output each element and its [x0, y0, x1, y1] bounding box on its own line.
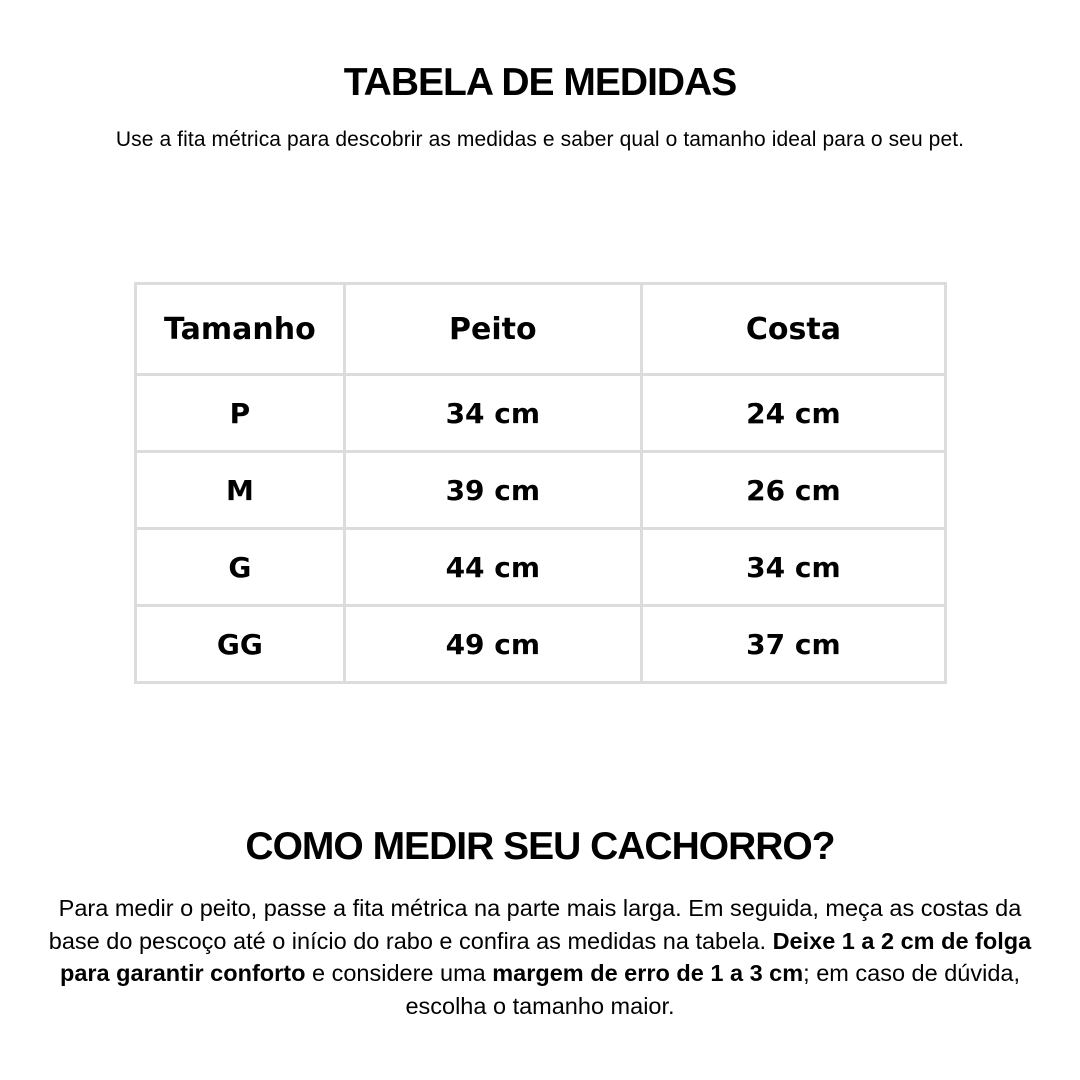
table-header-row [136, 284, 946, 375]
cell-chest: 49 cm [344, 606, 641, 683]
instructions-bold-comfort: Deixe 1 a 2 cm de folga para garantir conforto [59, 927, 1032, 986]
column-header-chest: Peito [344, 284, 641, 375]
column-header-back: Costa [641, 284, 945, 375]
cell-back: 34 cm [641, 529, 945, 606]
page-title: TABELA DE MEDIDAS [343, 61, 737, 104]
cell-size: GG [136, 606, 345, 683]
instructions-text: e considere uma [305, 960, 493, 986]
table-row [136, 606, 946, 683]
cell-back: 37 cm [641, 606, 945, 683]
cell-chest: 39 cm [344, 452, 641, 529]
size-table [134, 282, 947, 684]
cell-back: 24 cm [641, 375, 945, 452]
cell-chest: 44 cm [344, 529, 641, 606]
cell-size: P [136, 375, 345, 452]
cell-size: M [136, 452, 345, 529]
cell-back: 26 cm [641, 452, 945, 529]
instructions-text: Para medir o peito, passe a fita métrica na parte mais larga. Em seguida, meça as costas da base do pescoço até o início do rabo e confira as medidas na tabela. [48, 895, 1022, 954]
cell-chest: 34 cm [344, 375, 641, 452]
measuring-instructions [30, 892, 1050, 1022]
table-row [136, 529, 946, 606]
instructions-text: ; em caso de dúvida, escolha o tamanho maior. [405, 960, 1020, 1019]
section-title-how-to-measure: COMO MEDIR SEU CACHORRO? [245, 825, 835, 868]
cell-size: G [136, 529, 345, 606]
instructions-bold-margin: margem de erro de 1 a 3 cm [492, 960, 804, 986]
table-row [136, 452, 946, 529]
column-header-size: Tamanho [136, 284, 345, 375]
table-row [136, 375, 946, 452]
page-subtitle: Use a fita métrica para descobrir as medidas e saber qual o tamanho ideal para o seu pet. [115, 128, 965, 151]
